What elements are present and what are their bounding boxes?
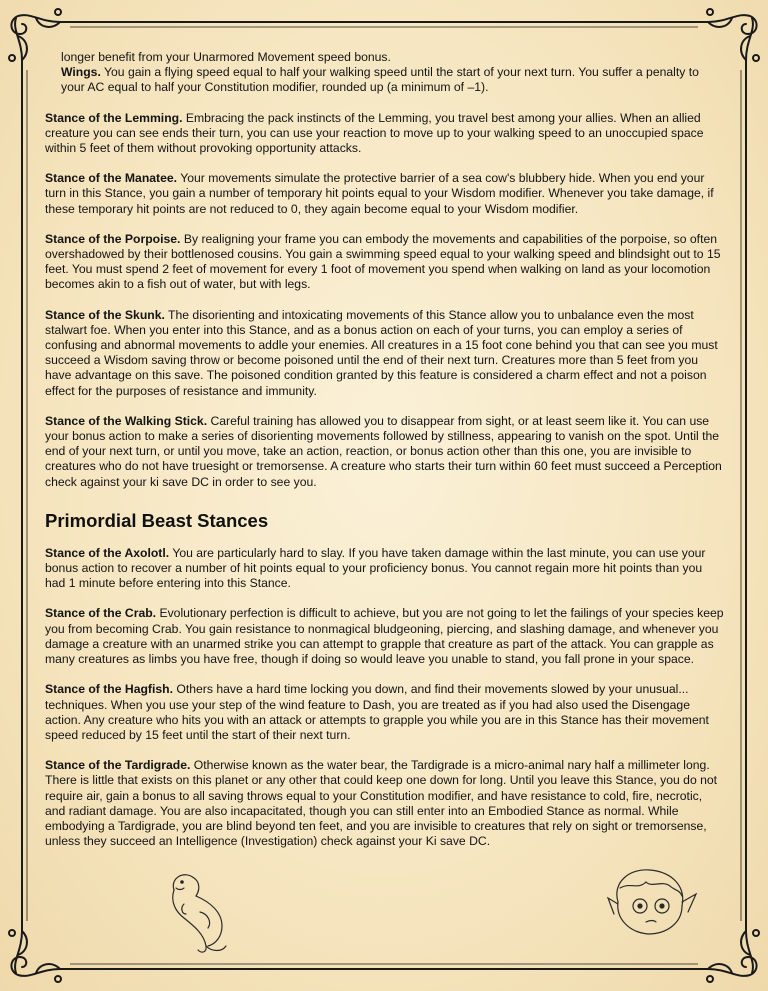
stance-entry-tardigrade: [45, 758, 725, 849]
entry-text: Your movements simulate the protective barrier of a sea cow's blubbery hide. When you end your turn in this Stance, you gain a number of temporary hit points equal to your Wisdom modifier. Whenever you take damage, if these temporary hit points are not reduced to 0, they again become equal to your Wisdom modifier.: [45, 171, 714, 216]
entry-term: Stance of the Walking Stick.: [45, 413, 208, 428]
page-body: [45, 50, 725, 864]
stance-entry-manatee: [45, 171, 725, 217]
stance-entry-crab: [45, 606, 725, 667]
stance-entry-skunk: [45, 308, 725, 399]
entry-term: Stance of the Crab.: [45, 606, 157, 621]
corner-flourish-bottom-right: [707, 930, 759, 982]
stance-entry-axolotl: [45, 546, 725, 592]
manatee-doodle-icon: [160, 868, 240, 956]
entry-text: By realigning your frame you can embody the movements and capabilities of the porpoise, so often overshadowed by their bottlenosed cousins. You gain a swimming speed equal to your walking speed and blindsight out to 15 feet. You must spend 2 feet of movement for every 1 foot of movement you spend when walking on land as your locomotion becomes akin to a fish out of water, but with legs.: [45, 231, 721, 292]
entry-term: Stance of the Hagfish.: [45, 682, 173, 697]
entry-text: You are particularly hard to slay. If you have taken damage within the last minute, you can use your bonus action to recover a number of hit points equal to your proficiency bonus. You cannot regain more hit points than you had 1 minute before entering into this Stance.: [45, 545, 706, 591]
wings-entry: [61, 65, 725, 95]
entry-term: Stance of the Porpoise.: [45, 231, 181, 246]
continued-line: longer benefit from your Unarmored Movement speed bonus.: [61, 50, 391, 64]
character-doodle-icon: [600, 862, 700, 942]
entry-text: The disorienting and intoxicating movements of this Stance allow you to unbalance even the most stalwart foe. When you enter into this Stance, and as a bonus action on each of your turns, you can employ a series of confusing and abnormal movements to addle your enemies. All creatures in a 15 foot cone behind you that can see you must succeed a Wisdom saving throw or become poisoned until the end of their next turn. Creatures more than 5 feet from you have advantage on this save. The poisoned condition granted by this feature is considered a charm effect and not a poison effect for the purposes of resistance and immunity.: [45, 307, 718, 398]
entry-text: Embracing the pack instincts of the Lemming, you travel best among your allies. When an allied creature you can see ends their turn, you can use your reaction to move up to your walking speed to an unoccupied space within 5 feet of them without provoking opportunity attacks.: [45, 110, 704, 156]
entry-term: Wings.: [61, 65, 101, 80]
corner-flourish-bottom-left: [9, 930, 61, 982]
entry-text: Otherwise known as the water bear, the Tardigrade is a micro-animal nary half a millimeter long. There is little that exists on this planet or any other that could keep one down for long. Until you leave this Stance, you do not require air, gain a bonus to all saving throws equal to your Constitution modifier, and have resistance to cold, fire, necrotic, and radiant damage. You are also incapacitated, though you can still enter into an Embodied Stance as normal. While embodying a Tardigrade, you are blind beyond ten feet, and you are invisible to creatures that rely on sight or tremorsense, unless they succeed an Intelligence (Investigation) check against your Ki save DC.: [45, 758, 718, 849]
entry-term: Stance of the Lemming.: [45, 110, 183, 125]
stance-entry-porpoise: [45, 232, 725, 293]
entry-text: Others have a hard time locking you down, and find their movements slowed by your unusual... techniques. When you use your step of the wind feature to Dash, you are treated as if you had also used the Disengage action. Any creature who hits you with an attack or attempts to grapple you while you are in this Stance has their movement speed reduced by 15 feet until the start of their next turn.: [45, 682, 709, 742]
entry-text: Evolutionary perfection is difficult to achieve, but you are not going to let the failings of your species keep you from becoming Crab. You gain resistance to nonmagical bludgeoning, piercing, and slashing damage, and whenever you damage a creature with an unarmed strike you can attempt to grapple that creature as part of the attack. You can grapple as many creatures as limbs you have free, though if doing so would leave you unable to stand, you fall prone in your space.: [45, 606, 724, 667]
stance-entry-walking-stick: [45, 414, 725, 490]
stance-entry-hagfish: [45, 682, 725, 743]
entry-term: Stance of the Axolotl.: [45, 545, 170, 560]
entry-term: Stance of the Manatee.: [45, 171, 178, 186]
entry-term: Stance of the Skunk.: [45, 307, 165, 322]
entry-term: Stance of the Tardigrade.: [45, 758, 191, 773]
entry-text: You gain a flying speed equal to half your walking speed until the start of your next turn. You suffer a penalty to your AC equal to half your Constitution modifier, rounded up (a minimum of –1).: [61, 65, 699, 95]
stance-entry-lemming: [45, 111, 725, 157]
continued-paragraph: [61, 50, 725, 96]
section-heading: Primordial Beast Stances: [45, 509, 269, 531]
entry-text: Careful training has allowed you to disappear from sight, or at least seem like it. You can use your bonus action to make a series of disorienting movements followed by stillness, appearing to vanish on the spot. Until the end of your next turn, or until you move, take an action, reaction, or bonus action other than this one, you are invisible to creatures who do not have truesight or tremorsense. A creature who starts their turn within 60 feet must succeed a Perception check against your ki save DC in order to see you.: [45, 413, 722, 489]
